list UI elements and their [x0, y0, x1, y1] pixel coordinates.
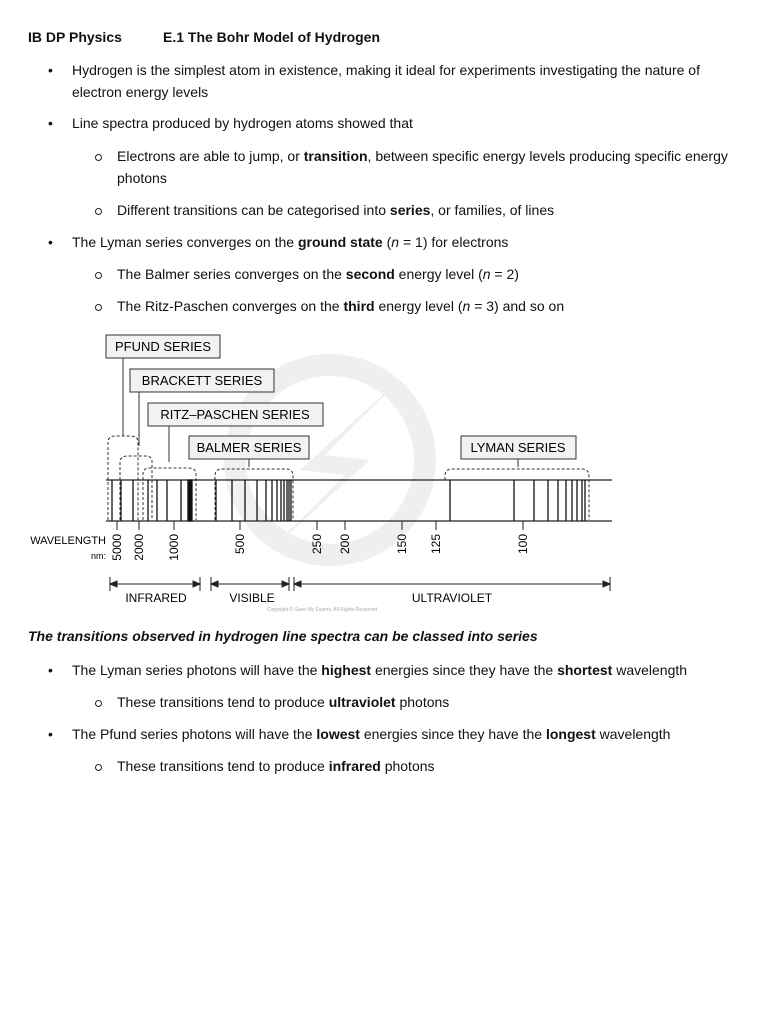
subbullet-paschen: The Ritz-Paschen converges on the third energy level (n = 3) and so on	[117, 296, 747, 318]
figure-caption: The transitions observed in hydrogen line spectra can be classed into series	[28, 628, 538, 644]
label-ritz-paschen	[148, 403, 323, 426]
bullet-lyman-ground: • The Lyman series converges on the ground state (n = 1) for electrons	[72, 232, 740, 254]
subbullet-circle	[95, 700, 102, 707]
bullet-dot: •	[48, 662, 53, 678]
unit-label: nm:	[90, 551, 106, 561]
watermark-logo	[235, 365, 425, 560]
label-lyman	[461, 436, 576, 459]
bullet-hydrogen-simplest: • Hydrogen is the simplest atom in existence, making it ideal for experiments investigating the nature of electron energy levels	[48, 62, 700, 100]
subbullet-circle	[95, 764, 102, 771]
subbullet-series: Different transitions can be categorised into series, or families, of lines	[117, 200, 747, 222]
svg-text:LYMAN SERIES: LYMAN SERIES	[470, 440, 566, 455]
document-header	[28, 29, 381, 45]
tick-label: 2000	[132, 534, 146, 561]
spectral-line	[188, 480, 192, 521]
wavelength-label: WAVELENGTH	[30, 535, 106, 547]
subbullet-transition: Electrons are able to jump, or transition, between specific energy levels producing specific energy photons	[117, 146, 747, 189]
subbullet-circle	[95, 272, 102, 279]
bullet-dot: •	[48, 234, 53, 250]
spectrum-strip	[106, 480, 612, 521]
hydrogen-spectrum-diagram	[0, 320, 768, 620]
bullet-dot: •	[48, 726, 53, 742]
region-visible: VISIBLE	[229, 591, 275, 605]
tick-label: 5000	[110, 534, 124, 561]
bullet-dot: •	[48, 62, 53, 78]
copyright-note: Copyright © Save My Exams. All Rights Reserved	[266, 607, 378, 613]
svg-text:BRACKETT SERIES: BRACKETT SERIES	[141, 373, 263, 388]
label-balmer	[189, 436, 309, 459]
tick-label: 200	[338, 534, 352, 555]
svg-text:RITZ–PASCHEN SERIES: RITZ–PASCHEN SERIES	[160, 407, 310, 422]
subbullet-balmer: The Balmer series converges on the second energy level (n = 2)	[117, 264, 747, 286]
region-infrared: INFRARED	[125, 591, 187, 605]
bullet-pfund-lowest: • The Pfund series photons will have the lowest energies since they have the longest wavelength	[72, 724, 740, 746]
region-arrows	[110, 577, 610, 591]
svg-text:PFUND SERIES: PFUND SERIES	[114, 339, 212, 354]
label-brackett	[130, 369, 274, 392]
subbullet-circle	[95, 208, 102, 215]
tick-label: 125	[429, 534, 443, 555]
course-title: IB DP Physics	[28, 29, 122, 45]
subbullet-infrared: These transitions tend to produce infrared photons	[117, 756, 747, 778]
subbullet-ultraviolet: These transitions tend to produce ultraviolet photons	[117, 692, 747, 714]
tick-label: 1000	[167, 534, 181, 561]
svg-text:BALMER SERIES: BALMER SERIES	[196, 440, 302, 455]
tick-label: 500	[233, 534, 247, 555]
bullet-lyman-highest: • The Lyman series photons will have the highest energies since they have the shortest wavelength	[72, 660, 740, 682]
bullet-dot: •	[48, 115, 53, 131]
tick-label: 150	[395, 534, 409, 555]
bullet-line-spectra: • Line spectra produced by hydrogen atoms showed that	[72, 113, 740, 135]
tick-label: 250	[310, 534, 324, 555]
region-ultraviolet: ULTRAVIOLET	[411, 591, 493, 605]
tick-label: 100	[516, 534, 530, 555]
topic-title: E.1 The Bohr Model of Hydrogen	[163, 29, 381, 45]
subbullet-circle	[95, 154, 102, 161]
subbullet-circle	[95, 304, 102, 311]
label-pfund	[106, 335, 220, 358]
